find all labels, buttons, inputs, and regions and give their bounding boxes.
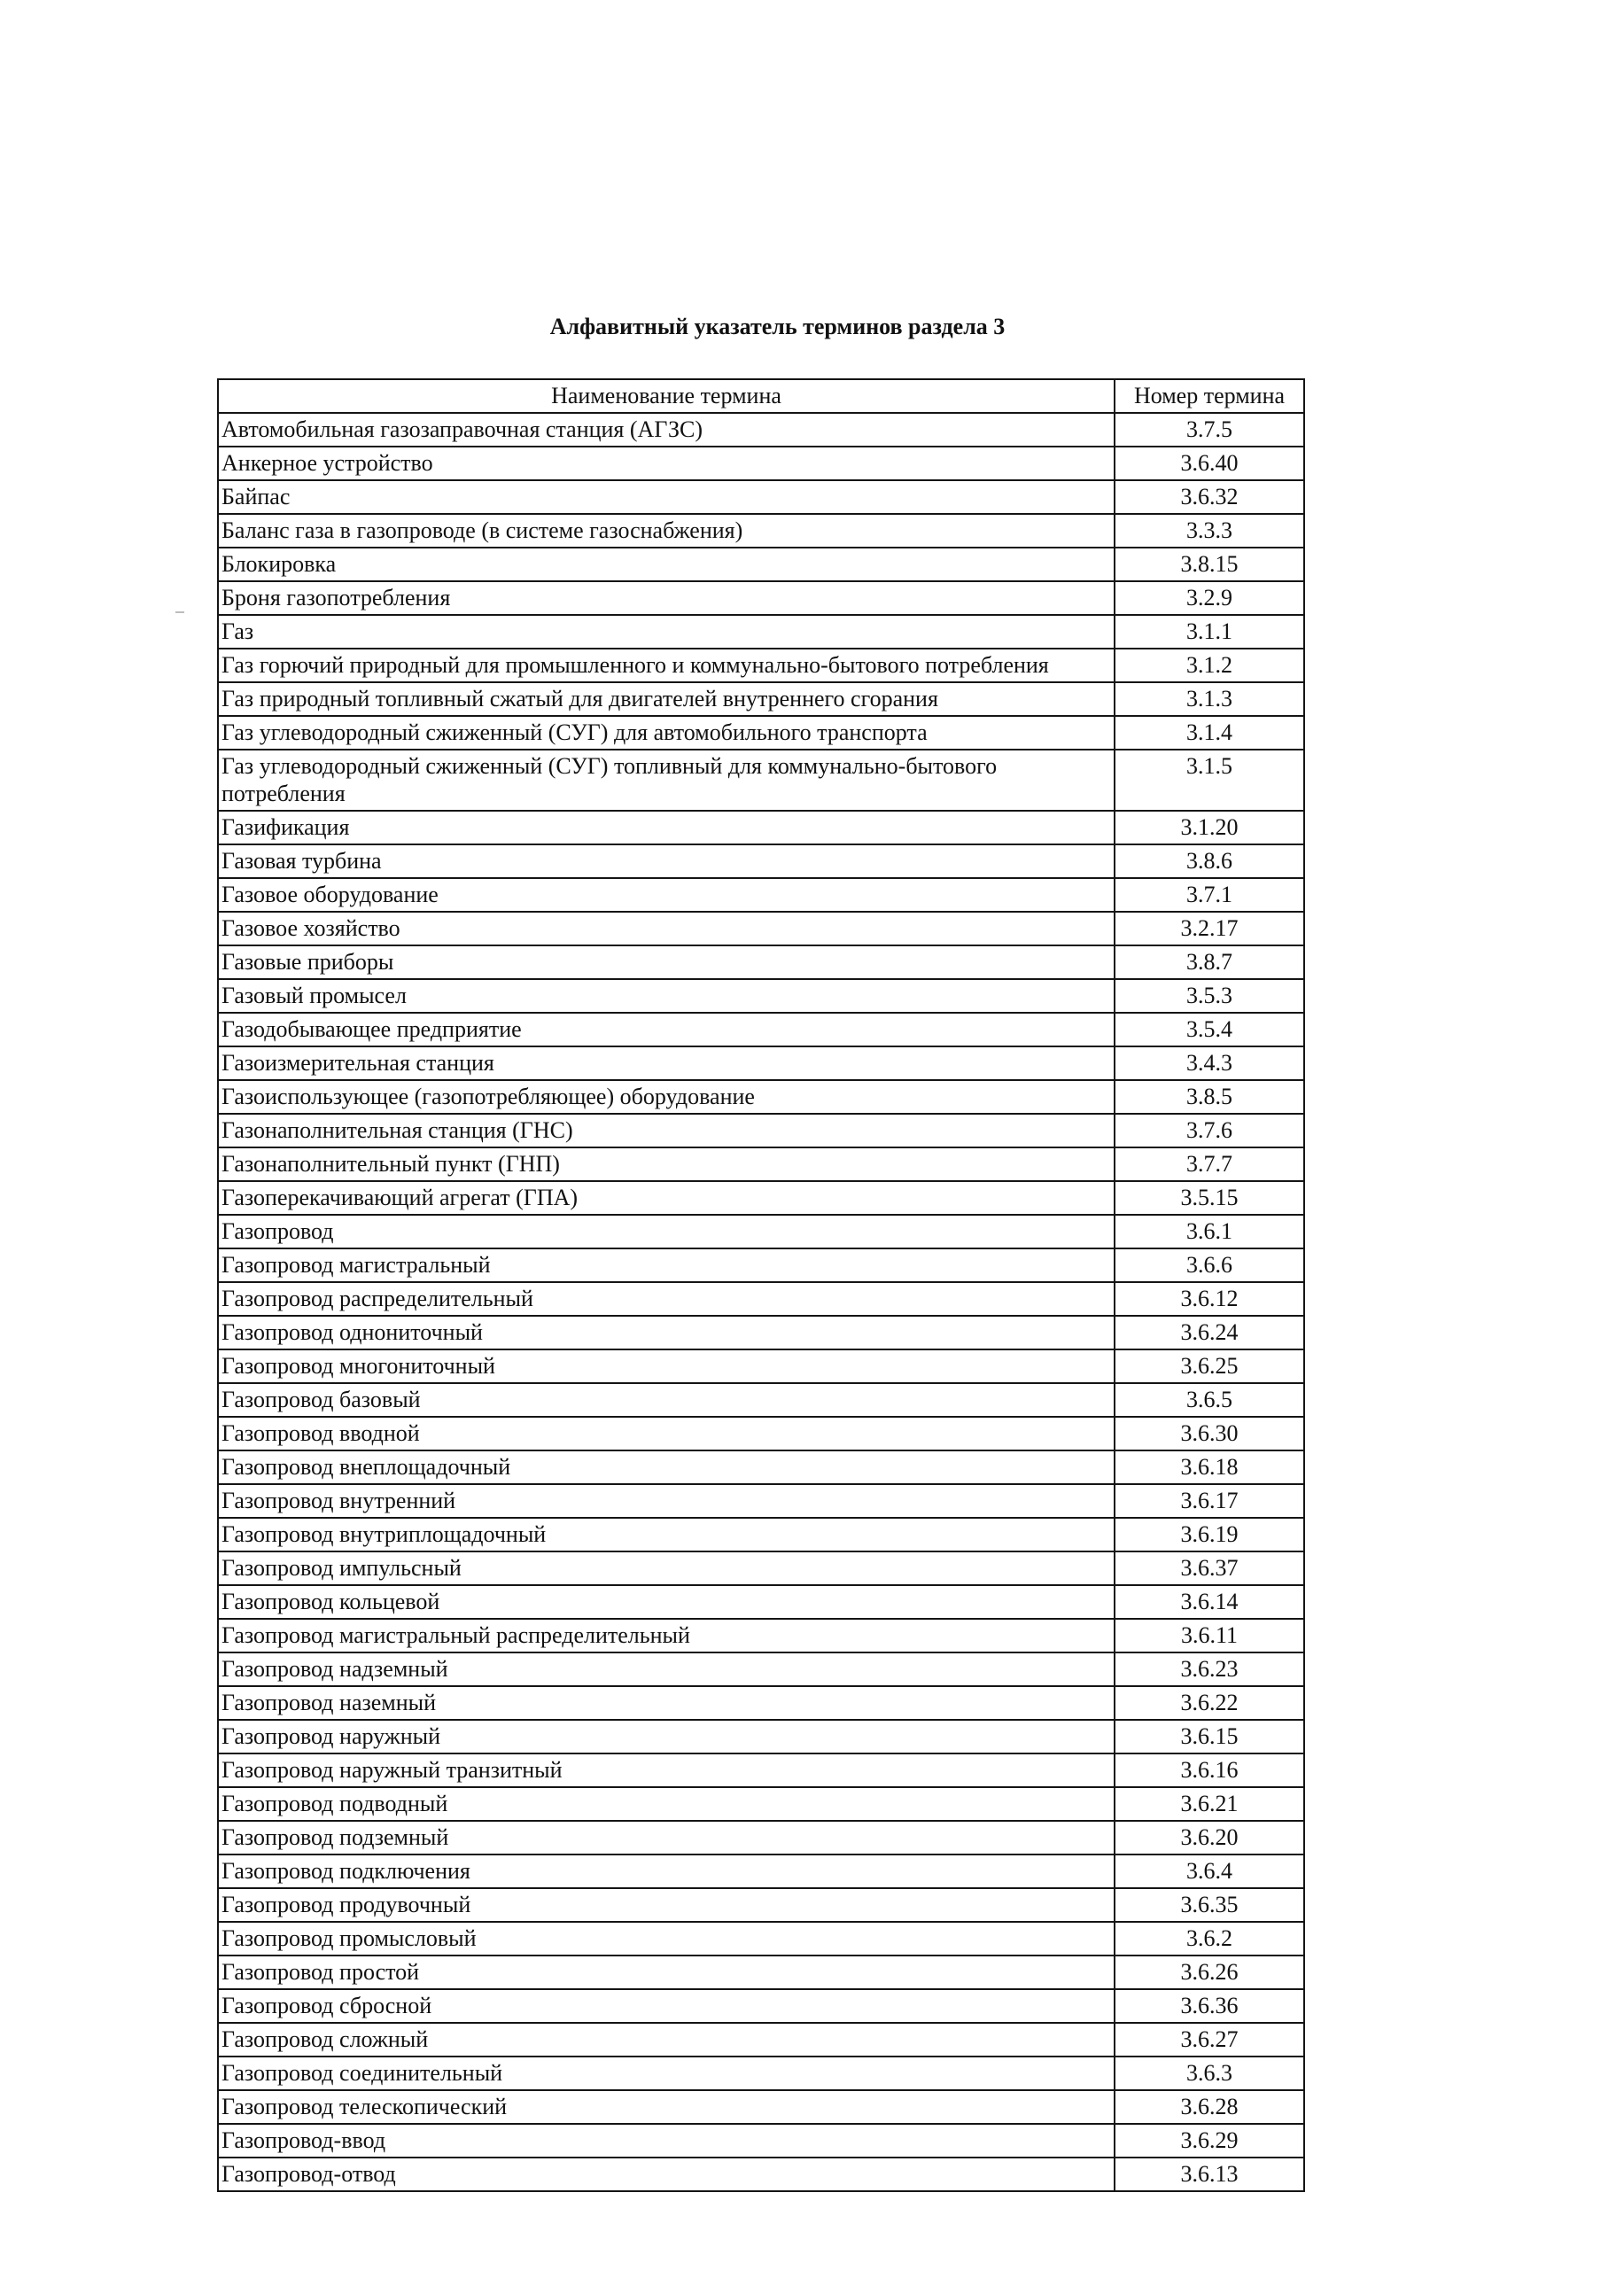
term-number-cell: 3.6.23 — [1115, 1652, 1304, 1686]
term-name-cell: Газопровод вводной — [218, 1417, 1115, 1450]
table-row — [218, 1181, 1304, 1215]
term-number-cell: 3.6.27 — [1115, 2023, 1304, 2057]
term-name-cell: Газопровод-отвод — [218, 2158, 1115, 2191]
table-body — [218, 413, 1304, 2191]
table-row — [218, 1585, 1304, 1619]
page-title: Алфавитный указатель терминов раздела 3 — [549, 314, 1006, 339]
term-number-cell: 3.6.37 — [1115, 1551, 1304, 1585]
term-number-cell: 3.6.4 — [1115, 1854, 1304, 1888]
term-name-cell: Газ горючий природный для промышленного и коммунально-бытового потребления — [218, 649, 1115, 682]
table-row — [218, 1888, 1304, 1922]
term-number-cell: 3.6.26 — [1115, 1956, 1304, 1989]
term-name-cell: Газопровод телескопический — [218, 2090, 1115, 2124]
term-number-cell: 3.6.35 — [1115, 1888, 1304, 1922]
table-row — [218, 413, 1304, 447]
term-number-cell: 3.6.12 — [1115, 1282, 1304, 1316]
term-name-cell: Газонаполнительный пункт (ГНП) — [218, 1147, 1115, 1181]
term-name-cell: Газопровод подключения — [218, 1854, 1115, 1888]
term-number-cell: 3.8.7 — [1115, 945, 1304, 979]
term-number-cell: 3.6.30 — [1115, 1417, 1304, 1450]
term-number-cell: 3.6.1 — [1115, 1215, 1304, 1248]
term-name-cell: Газ углеводородный сжиженный (СУГ) топливный для коммунально-бытового потребления — [218, 750, 1115, 811]
table-row — [218, 615, 1304, 649]
scan-artifact-mark — [175, 611, 184, 613]
table-row — [218, 1922, 1304, 1956]
term-name-cell: Газопровод надземный — [218, 1652, 1115, 1686]
term-name-cell: Газопровод подводный — [218, 1787, 1115, 1821]
term-number-cell: 3.6.28 — [1115, 2090, 1304, 2124]
table-row — [218, 844, 1304, 878]
term-number-cell: 3.6.14 — [1115, 1585, 1304, 1619]
table-row — [218, 811, 1304, 844]
table-row — [218, 1720, 1304, 1753]
term-number-cell: 3.7.7 — [1115, 1147, 1304, 1181]
term-name-cell: Газопровод внутренний — [218, 1484, 1115, 1518]
term-number-cell: 3.5.4 — [1115, 1013, 1304, 1046]
term-number-cell: 3.6.11 — [1115, 1619, 1304, 1652]
term-name-cell: Газопровод импульсный — [218, 1551, 1115, 1585]
term-number-cell: 3.6.24 — [1115, 1316, 1304, 1349]
term-name-cell: Газопровод внеплощадочный — [218, 1450, 1115, 1484]
term-name-cell: Газопровод базовый — [218, 1383, 1115, 1417]
term-name-cell: Газопровод многониточный — [218, 1349, 1115, 1383]
term-number-cell: 3.6.36 — [1115, 1989, 1304, 2023]
term-name-cell: Газонаполнительная станция (ГНС) — [218, 1114, 1115, 1147]
term-name-cell: Газопровод магистральный — [218, 1248, 1115, 1282]
term-name-cell: Газопровод подземный — [218, 1821, 1115, 1854]
term-number-cell: 3.2.17 — [1115, 912, 1304, 945]
table-row — [218, 1114, 1304, 1147]
table-row — [218, 878, 1304, 912]
term-name-cell: Газоизмерительная станция — [218, 1046, 1115, 1080]
term-number-cell: 3.6.21 — [1115, 1787, 1304, 1821]
term-number-cell: 3.1.4 — [1115, 716, 1304, 750]
term-name-cell: Байпас — [218, 480, 1115, 514]
term-number-cell: 3.6.32 — [1115, 480, 1304, 514]
term-name-cell: Газ углеводородный сжиженный (СУГ) для автомобильного транспорта — [218, 716, 1115, 750]
term-number-cell: 3.6.29 — [1115, 2124, 1304, 2158]
term-name-cell: Газопровод простой — [218, 1956, 1115, 1989]
term-name-cell: Газ природный топливный сжатый для двигателей внутреннего сгорания — [218, 682, 1115, 716]
table-row — [218, 1383, 1304, 1417]
table-row — [218, 2023, 1304, 2057]
term-name-cell: Газопровод распределительный — [218, 1282, 1115, 1316]
table-row — [218, 979, 1304, 1013]
term-name-cell: Газовый промысел — [218, 979, 1115, 1013]
term-name-cell: Баланс газа в газопроводе (в системе газоснабжения) — [218, 514, 1115, 548]
table-row — [218, 1080, 1304, 1114]
term-name-cell: Газопровод однониточный — [218, 1316, 1115, 1349]
table-row — [218, 1248, 1304, 1282]
table-row — [218, 912, 1304, 945]
term-name-cell: Газоперекачивающий агрегат (ГПА) — [218, 1181, 1115, 1215]
term-number-cell: 3.1.5 — [1115, 750, 1304, 811]
term-name-cell: Газоиспользующее (газопотребляющее) оборудование — [218, 1080, 1115, 1114]
term-name-cell: Газопровод сбросной — [218, 1989, 1115, 2023]
term-number-cell: 3.6.16 — [1115, 1753, 1304, 1787]
column-header-name: Наименование термина — [218, 379, 1115, 413]
table-row — [218, 1147, 1304, 1181]
term-number-cell: 3.6.19 — [1115, 1518, 1304, 1551]
term-name-cell: Газопровод внутриплощадочный — [218, 1518, 1115, 1551]
table-row — [218, 1821, 1304, 1854]
table-row — [218, 1450, 1304, 1484]
table-row — [218, 1787, 1304, 1821]
table-row — [218, 581, 1304, 615]
term-name-cell: Газификация — [218, 811, 1115, 844]
term-number-cell: 3.5.15 — [1115, 1181, 1304, 1215]
table-row — [218, 1619, 1304, 1652]
table-row — [218, 1956, 1304, 1989]
term-number-cell: 3.1.2 — [1115, 649, 1304, 682]
table-row — [218, 1989, 1304, 2023]
term-name-cell: Газовая турбина — [218, 844, 1115, 878]
term-name-cell: Газовое хозяйство — [218, 912, 1115, 945]
table-row — [218, 1686, 1304, 1720]
term-number-cell: 3.1.3 — [1115, 682, 1304, 716]
term-name-cell: Газопровод соединительный — [218, 2057, 1115, 2090]
term-number-cell: 3.7.6 — [1115, 1114, 1304, 1147]
term-number-cell: 3.3.3 — [1115, 514, 1304, 548]
table-row — [218, 480, 1304, 514]
term-number-cell: 3.6.5 — [1115, 1383, 1304, 1417]
term-name-cell: Газопровод — [218, 1215, 1115, 1248]
table-row — [218, 750, 1304, 811]
table-row — [218, 1854, 1304, 1888]
term-number-cell: 3.8.6 — [1115, 844, 1304, 878]
table-row — [218, 1753, 1304, 1787]
term-number-cell: 3.6.25 — [1115, 1349, 1304, 1383]
table-row — [218, 2124, 1304, 2158]
table-row — [218, 447, 1304, 480]
term-name-cell: Газопровод продувочный — [218, 1888, 1115, 1922]
table-row — [218, 1349, 1304, 1383]
column-header-number: Номер термина — [1115, 379, 1304, 413]
table-row — [218, 1316, 1304, 1349]
term-number-cell: 3.6.3 — [1115, 2057, 1304, 2090]
term-name-cell: Газопровод наземный — [218, 1686, 1115, 1720]
table-row — [218, 1551, 1304, 1585]
term-number-cell: 3.7.1 — [1115, 878, 1304, 912]
table-row — [218, 649, 1304, 682]
term-name-cell: Автомобильная газозаправочная станция (АГЗС) — [218, 413, 1115, 447]
term-number-cell: 3.6.2 — [1115, 1922, 1304, 1956]
term-number-cell: 3.6.13 — [1115, 2158, 1304, 2191]
table-row — [218, 1046, 1304, 1080]
term-name-cell: Броня газопотребления — [218, 581, 1115, 615]
term-number-cell: 3.6.18 — [1115, 1450, 1304, 1484]
table-row — [218, 1518, 1304, 1551]
term-number-cell: 3.7.5 — [1115, 413, 1304, 447]
term-name-cell: Газопровод наружный — [218, 1720, 1115, 1753]
terms-index-table — [217, 378, 1305, 2192]
table-row — [218, 2057, 1304, 2090]
term-number-cell: 3.6.17 — [1115, 1484, 1304, 1518]
table-row — [218, 548, 1304, 581]
term-number-cell: 3.6.6 — [1115, 1248, 1304, 1282]
term-number-cell: 3.5.3 — [1115, 979, 1304, 1013]
term-name-cell: Газопровод-ввод — [218, 2124, 1115, 2158]
table-row — [218, 514, 1304, 548]
term-name-cell: Газопровод кольцевой — [218, 1585, 1115, 1619]
table-row — [218, 1652, 1304, 1686]
table-row — [218, 1013, 1304, 1046]
term-name-cell: Газодобывающее предприятие — [218, 1013, 1115, 1046]
table-row — [218, 1215, 1304, 1248]
term-number-cell: 3.8.5 — [1115, 1080, 1304, 1114]
term-name-cell: Газопровод магистральный распределительный — [218, 1619, 1115, 1652]
term-name-cell: Газ — [218, 615, 1115, 649]
table-row — [218, 2090, 1304, 2124]
term-number-cell: 3.6.40 — [1115, 447, 1304, 480]
table-row — [218, 1282, 1304, 1316]
term-number-cell: 3.6.20 — [1115, 1821, 1304, 1854]
term-name-cell: Газопровод промысловый — [218, 1922, 1115, 1956]
term-number-cell: 3.6.22 — [1115, 1686, 1304, 1720]
term-name-cell: Газовое оборудование — [218, 878, 1115, 912]
table-row — [218, 945, 1304, 979]
term-number-cell: 3.4.3 — [1115, 1046, 1304, 1080]
table-row — [218, 2158, 1304, 2191]
term-name-cell: Анкерное устройство — [218, 447, 1115, 480]
term-name-cell: Газопровод сложный — [218, 2023, 1115, 2057]
term-name-cell: Блокировка — [218, 548, 1115, 581]
term-number-cell: 3.6.15 — [1115, 1720, 1304, 1753]
term-number-cell: 3.1.20 — [1115, 811, 1304, 844]
term-number-cell: 3.8.15 — [1115, 548, 1304, 581]
table-row — [218, 1417, 1304, 1450]
table-row — [218, 716, 1304, 750]
term-name-cell: Газовые приборы — [218, 945, 1115, 979]
term-name-cell: Газопровод наружный транзитный — [218, 1753, 1115, 1787]
term-number-cell: 3.2.9 — [1115, 581, 1304, 615]
term-number-cell: 3.1.1 — [1115, 615, 1304, 649]
table-row — [218, 1484, 1304, 1518]
table-header-row — [218, 379, 1304, 413]
table-row — [218, 682, 1304, 716]
